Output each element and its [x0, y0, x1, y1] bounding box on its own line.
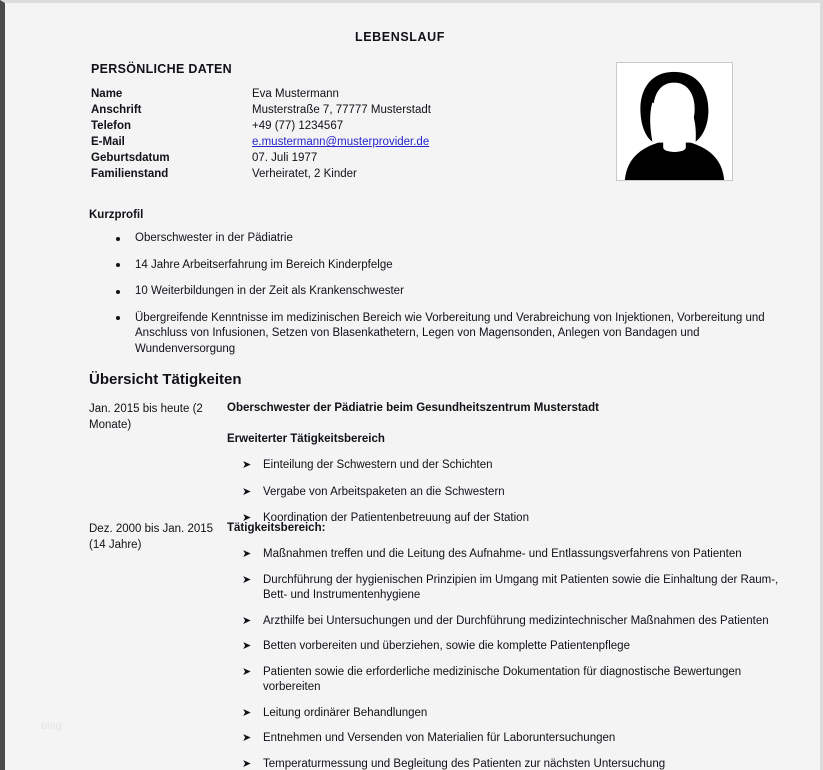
experience-task-list — [227, 458, 787, 527]
arrow-bullet-icon: ➤ — [242, 573, 252, 586]
personal-data-value: Musterstraße 7, 77777 Musterstadt — [252, 104, 431, 117]
experience-dates: Dez. 2000 bis Jan. 2015 (14 Jahre) — [89, 523, 214, 551]
experience-body — [227, 401, 787, 538]
personal-data-row — [91, 88, 431, 104]
list-item — [242, 573, 787, 604]
arrow-bullet-icon: ➤ — [242, 485, 252, 498]
list-item-label: Einteilung der Schwestern und der Schichten — [263, 459, 493, 471]
personal-data-label: Geburtsdatum — [91, 152, 170, 165]
list-item — [242, 547, 787, 563]
avatar — [616, 62, 733, 181]
personal-data-label: Name — [91, 88, 123, 100]
experience-task-list — [227, 547, 787, 770]
list-item-label: Koordination der Patientenbetreuung auf der Station — [263, 512, 529, 524]
bullet-dot-icon — [116, 290, 120, 294]
section-heading-short-profile: Kurzprofil — [89, 209, 144, 221]
list-item — [242, 485, 787, 501]
list-item-label: Leitung ordinärer Behandlungen — [263, 706, 428, 719]
list-item-label: Temperaturmessung und Begleitung des Patienten zur nächsten Untersuchung — [263, 757, 666, 770]
watermark: blog — [41, 721, 62, 732]
personal-data-row — [91, 136, 431, 152]
personal-data-value — [252, 136, 431, 152]
list-item — [242, 665, 787, 696]
list-item-label: Arzthilfe bei Untersuchungen und der Durchführung medizintechnischer Maßnahmen des Patienten — [263, 614, 769, 627]
personal-data-value: 07. Juli 1977 — [252, 152, 318, 165]
section-heading-personal-data: PERSÖNLICHE DATEN — [91, 62, 232, 76]
personal-data-value: +49 (77) 1234567 — [252, 120, 344, 133]
experience-subheading: Erweiterter Tätigkeitsbereich — [227, 433, 385, 445]
arrow-bullet-icon: ➤ — [242, 459, 252, 471]
personal-data-label: Anschrift — [91, 104, 142, 117]
list-item — [242, 458, 787, 474]
section-heading-experience: Übersicht Tätigkeiten — [89, 371, 242, 388]
list-item — [242, 639, 787, 655]
experience-subheading: Tätigkeitsbereich: — [227, 522, 326, 534]
personal-data-row — [91, 152, 431, 168]
list-item — [89, 258, 769, 274]
list-item — [242, 757, 787, 770]
page-title: LEBENSLAUF — [354, 30, 446, 44]
experience-body — [227, 521, 787, 770]
arrow-bullet-icon: ➤ — [242, 757, 252, 770]
list-item-label: Oberschwester in der Pädiatrie — [135, 232, 293, 244]
arrow-bullet-icon: ➤ — [242, 665, 252, 678]
arrow-bullet-icon: ➤ — [242, 732, 252, 744]
personal-data-label: E-Mail — [91, 136, 125, 149]
list-item — [242, 614, 787, 630]
arrow-bullet-icon: ➤ — [242, 706, 252, 719]
personal-data-value: Verheiratet, 2 Kinder — [252, 168, 357, 181]
personal-data-row — [91, 168, 431, 184]
list-item-label: Vergabe von Arbeitspaketen an die Schwestern — [263, 485, 505, 498]
experience-dates: Jan. 2015 bis heute (2 Monate) — [89, 403, 203, 431]
list-item-label: Maßnahmen treffen und die Leitung des Aufnahme- und Entlassungsverfahrens von Patienten — [263, 548, 742, 560]
list-item-label: Betten vorbereiten und überziehen, sowie die komplette Patientenpflege — [263, 640, 630, 652]
experience-role: Oberschwester der Pädiatrie beim Gesundheitszentrum Musterstadt — [227, 402, 599, 414]
list-item — [242, 706, 787, 722]
document-sheet — [5, 3, 820, 770]
personal-data-label: Familienstand — [91, 168, 169, 181]
personal-data-table — [91, 88, 431, 185]
arrow-bullet-icon: ➤ — [242, 548, 252, 560]
list-item-label: Übergreifende Kenntnisse im medizinischen Bereich wie Vorbereitung und Verabreichung von Injektionen, Vorbereitung und Anschluss von Infusionen, Setzen von Blasenkathetern, Legen von Magensonden, Anlegen von Bandagen und Wundenversorgung — [135, 311, 765, 355]
list-item — [242, 731, 787, 747]
arrow-bullet-icon: ➤ — [242, 512, 252, 524]
personal-data-label: Telefon — [91, 120, 132, 133]
list-item — [89, 311, 769, 358]
personal-data-row — [91, 120, 431, 136]
list-item-label: 14 Jahre Arbeitserfahrung im Bereich Kinderpfelge — [135, 258, 393, 271]
bullet-dot-icon — [116, 263, 120, 267]
short-profile-list — [89, 231, 769, 368]
email-link[interactable]: e.mustermann@musterprovider.de — [252, 136, 430, 149]
list-item-label: Entnehmen und Versenden von Materialien für Laboruntersuchungen — [263, 732, 616, 744]
personal-data-row — [91, 104, 431, 120]
bullet-dot-icon — [116, 237, 120, 241]
portrait-silhouette-icon — [617, 63, 732, 180]
list-item — [89, 231, 769, 247]
personal-data-value: Eva Mustermann — [252, 88, 339, 100]
arrow-bullet-icon: ➤ — [242, 614, 252, 627]
list-item-label: Durchführung der hygienischen Prinzipien im Umgang mit Patienten sowie die Einhaltung der Raum-, Bett- und Instrumentenhygiene — [263, 573, 779, 601]
bullet-dot-icon — [116, 316, 120, 320]
list-item-label: 10 Weiterbildungen in der Zeit als Krankenschwester — [135, 285, 404, 297]
arrow-bullet-icon: ➤ — [242, 640, 252, 652]
list-item-label: Patienten sowie die erforderliche medizinische Dokumentation für diagnostische Bewertungen vorbereiten — [263, 665, 742, 693]
list-item — [89, 284, 769, 300]
